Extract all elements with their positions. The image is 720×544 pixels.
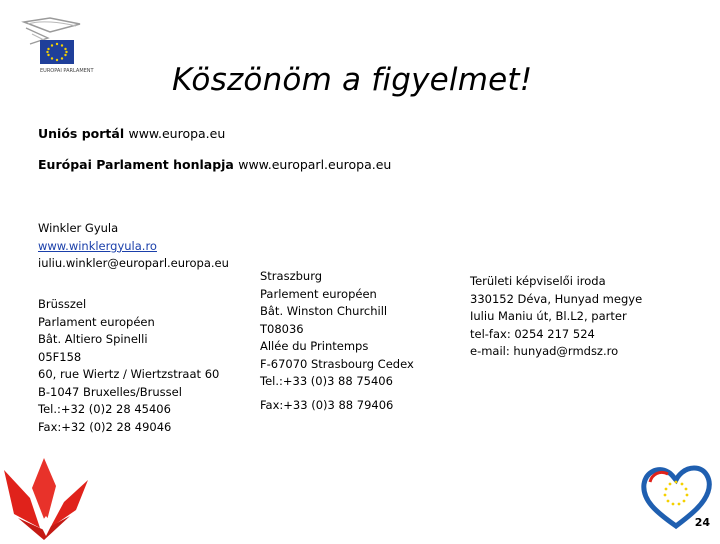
logo-text: EUROPAI PARLAMENT [40,68,94,74]
brussels-address [38,296,219,436]
regional-office-address [470,273,642,361]
brussels-line: 05F158 [38,349,82,364]
brussels-line: Parlament européen [38,314,155,329]
office-line: Iuliu Maniu út, Bl.L2, parter [470,309,627,323]
contact-email: iuliu.winkler@europarl.europa.eu [38,256,229,270]
office-line: 330152 Déva, Hunyad megye [470,291,643,306]
office-line: tel-fax: 0254 217 524 [470,326,595,341]
portal-ep-label: Európai Parlament honlapja [38,157,239,172]
office-line: e-mail: hunyad@rmdsz.ro [470,344,619,358]
contact-website-link[interactable]: www.winklergyula.ro [38,238,157,253]
portal-eu-label: Uniós portál [38,126,129,141]
portal-ep-url[interactable]: www.europarl.europa.eu [238,157,392,172]
portal-eu-url[interactable]: www.europa.eu [128,126,226,141]
strasbourg-line: T08036 [260,321,304,336]
strasbourg-line: Parlement européen [260,286,377,301]
strasbourg-fax: Fax:+33 (0)3 88 79406 [260,397,394,412]
contact-name: Winkler Gyula [38,221,119,235]
strasbourg-line: Straszburg [260,269,323,283]
brussels-line: Fax:+32 (0)2 28 49046 [38,419,172,434]
brussels-line: B-1047 Bruxelles/Brussel [38,384,182,399]
brussels-line: Bât. Altiero Spinelli [38,332,148,346]
strasbourg-line: F-67070 Strasbourg Cedex [260,356,414,371]
portal-eu [38,126,225,141]
strasbourg-address [260,268,414,414]
european-parliament-logo [20,14,120,78]
strasbourg-line: Bât. Winston Churchill [260,304,388,318]
brussels-line: Tel.:+32 (0)2 28 45406 [38,402,171,416]
portal-ep [38,157,391,172]
page-number: 24 [694,516,710,529]
contact-block [38,220,229,273]
office-line: Területi képviselői iroda [470,274,606,288]
brussels-line: Brüsszel [38,297,87,311]
strasbourg-line: Tel.:+33 (0)3 88 75406 [260,374,393,388]
page-title: Köszönöm a figyelmet! [172,62,533,98]
strasbourg-line: Allée du Printemps [260,339,369,353]
tulip-decoration-icon [0,458,92,540]
brussels-line: 60, rue Wiertz / Wiertzstraat 60 [38,367,220,381]
